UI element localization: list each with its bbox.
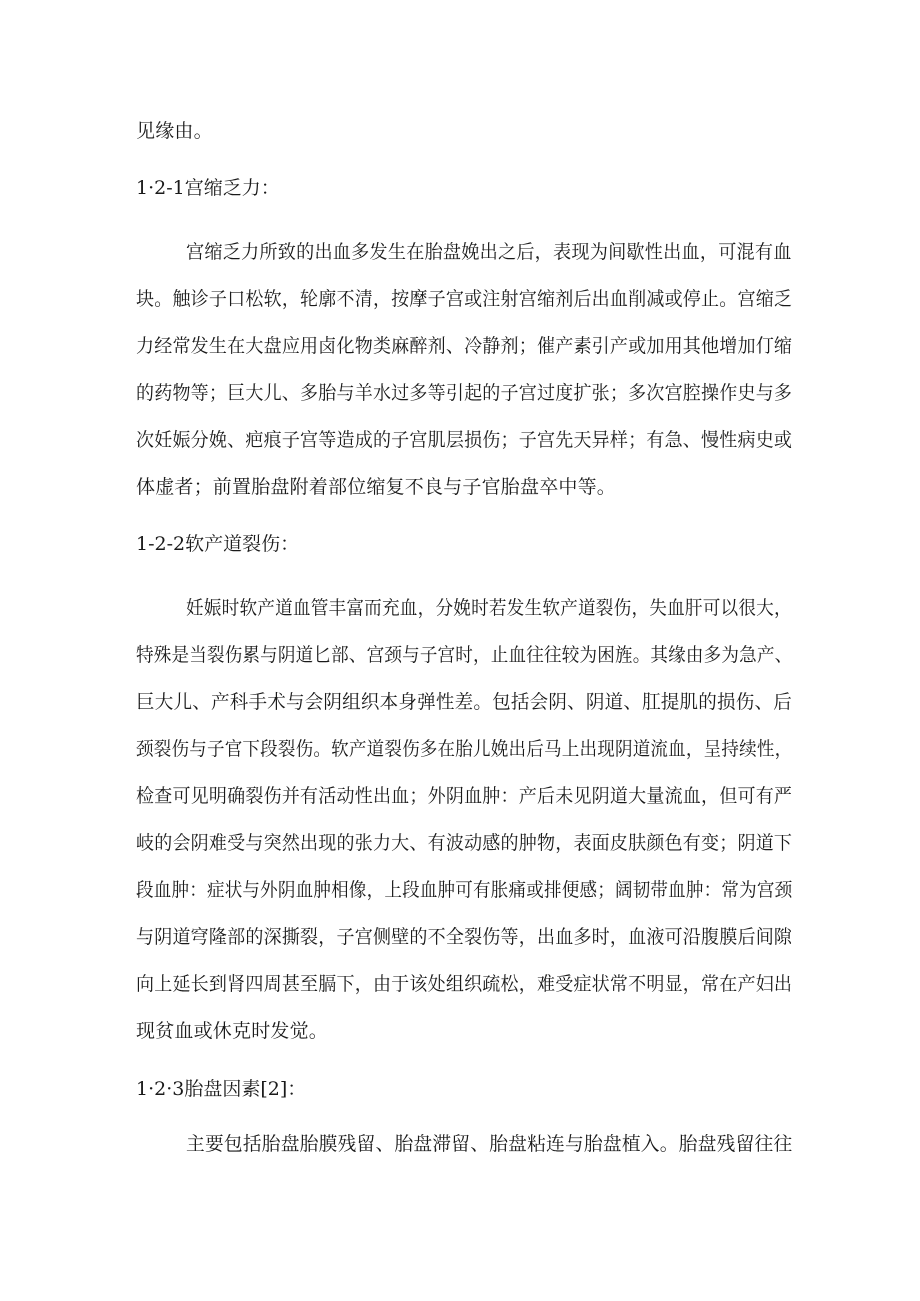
paragraph-line: 宫缩乏力所致的出血多发生在胎盘娩出之后，表现为间歇性出血，可混有血: [186, 241, 792, 263]
paragraph-line: 检查可见明确裂伤并有活动性出血；外阴血肿：产后未见阴道大量流血，但可有严: [136, 785, 793, 807]
section-heading-placental-factors: 1·2·3胎盘因素[2]：: [136, 1078, 307, 1100]
paragraph-line: 与阴道穹隆部的深撕裂，子宫侧壁的不全裂伤等，出血多时，血液可沿腹膜后间隙: [136, 926, 793, 948]
paragraph-line: 妊娠时软产道血管丰富而充血，分娩时若发生软产道裂伤，失血肝可以很大，: [186, 597, 792, 619]
paragraph-line: 次妊娠分娩、疤痕子宫等造成的子宫肌层损伤；子宫先天异样；有急、慢性病史或: [136, 429, 793, 451]
section-heading-soft-birth-canal: 1-2-2软产道裂伤：: [136, 533, 300, 555]
paragraph-line: 体虚者；前置胎盘附着部位缩复不良与子官胎盘卒中等。: [136, 476, 617, 498]
paragraph-line: 现贫血或休克时发觉。: [136, 1020, 329, 1042]
paragraph-line: 段血肿：症状与外阴血肿相像，上段血肿可有胀痛或排便感；阔韧带血肿：常为宫颈: [136, 879, 793, 901]
paragraph-line: 巨大儿、产科手术与会阴组织本身弹性差。包括会阴、阴道、肛提肌的损伤、后: [136, 691, 793, 713]
paragraph-line: 块。触诊子口松软，轮廓不清，按摩子宫或注射宫缩剂后出血削减或停止。宫缩乏: [136, 288, 793, 310]
paragraph-line: 主要包括胎盘胎膜残留、胎盘滞留、胎盘粘连与胎盘植入。胎盘残留往往: [186, 1133, 793, 1155]
paragraph-line: 颈裂伤与子官下段裂伤。软产道裂伤多在胎儿娩出后马上出现阴道流血，呈持续性，: [136, 738, 793, 760]
opening-line: 见缘由。: [136, 120, 213, 142]
paragraph-line: 岐的会阴难受与突然出现的张力大、有波动感的肿物，表面皮肤颜色有变；阴道下: [136, 832, 793, 854]
section-heading-uterine-atony: 1·2-1宫缩乏力：: [136, 177, 280, 199]
paragraph-line: 力经常发生在大盘应用卤化物类麻醉剂、冷静剂；催产素引产或加用其他增加仃缩: [136, 335, 793, 357]
paragraph-line: 向上延长到肾四周甚至膈下，由于该处组织疏松，难受症状常不明显，常在产妇出: [136, 973, 793, 995]
paragraph-line: 的药物等；巨大儿、多胎与羊水过多等引起的子宫过度扩张；多次宫腔操作史与多: [136, 382, 793, 404]
paragraph-line: 特殊是当裂伤累与阴道匕部、宫颈与子宫时，止血往往较为困旌。其缘由多为急产、: [136, 644, 793, 666]
